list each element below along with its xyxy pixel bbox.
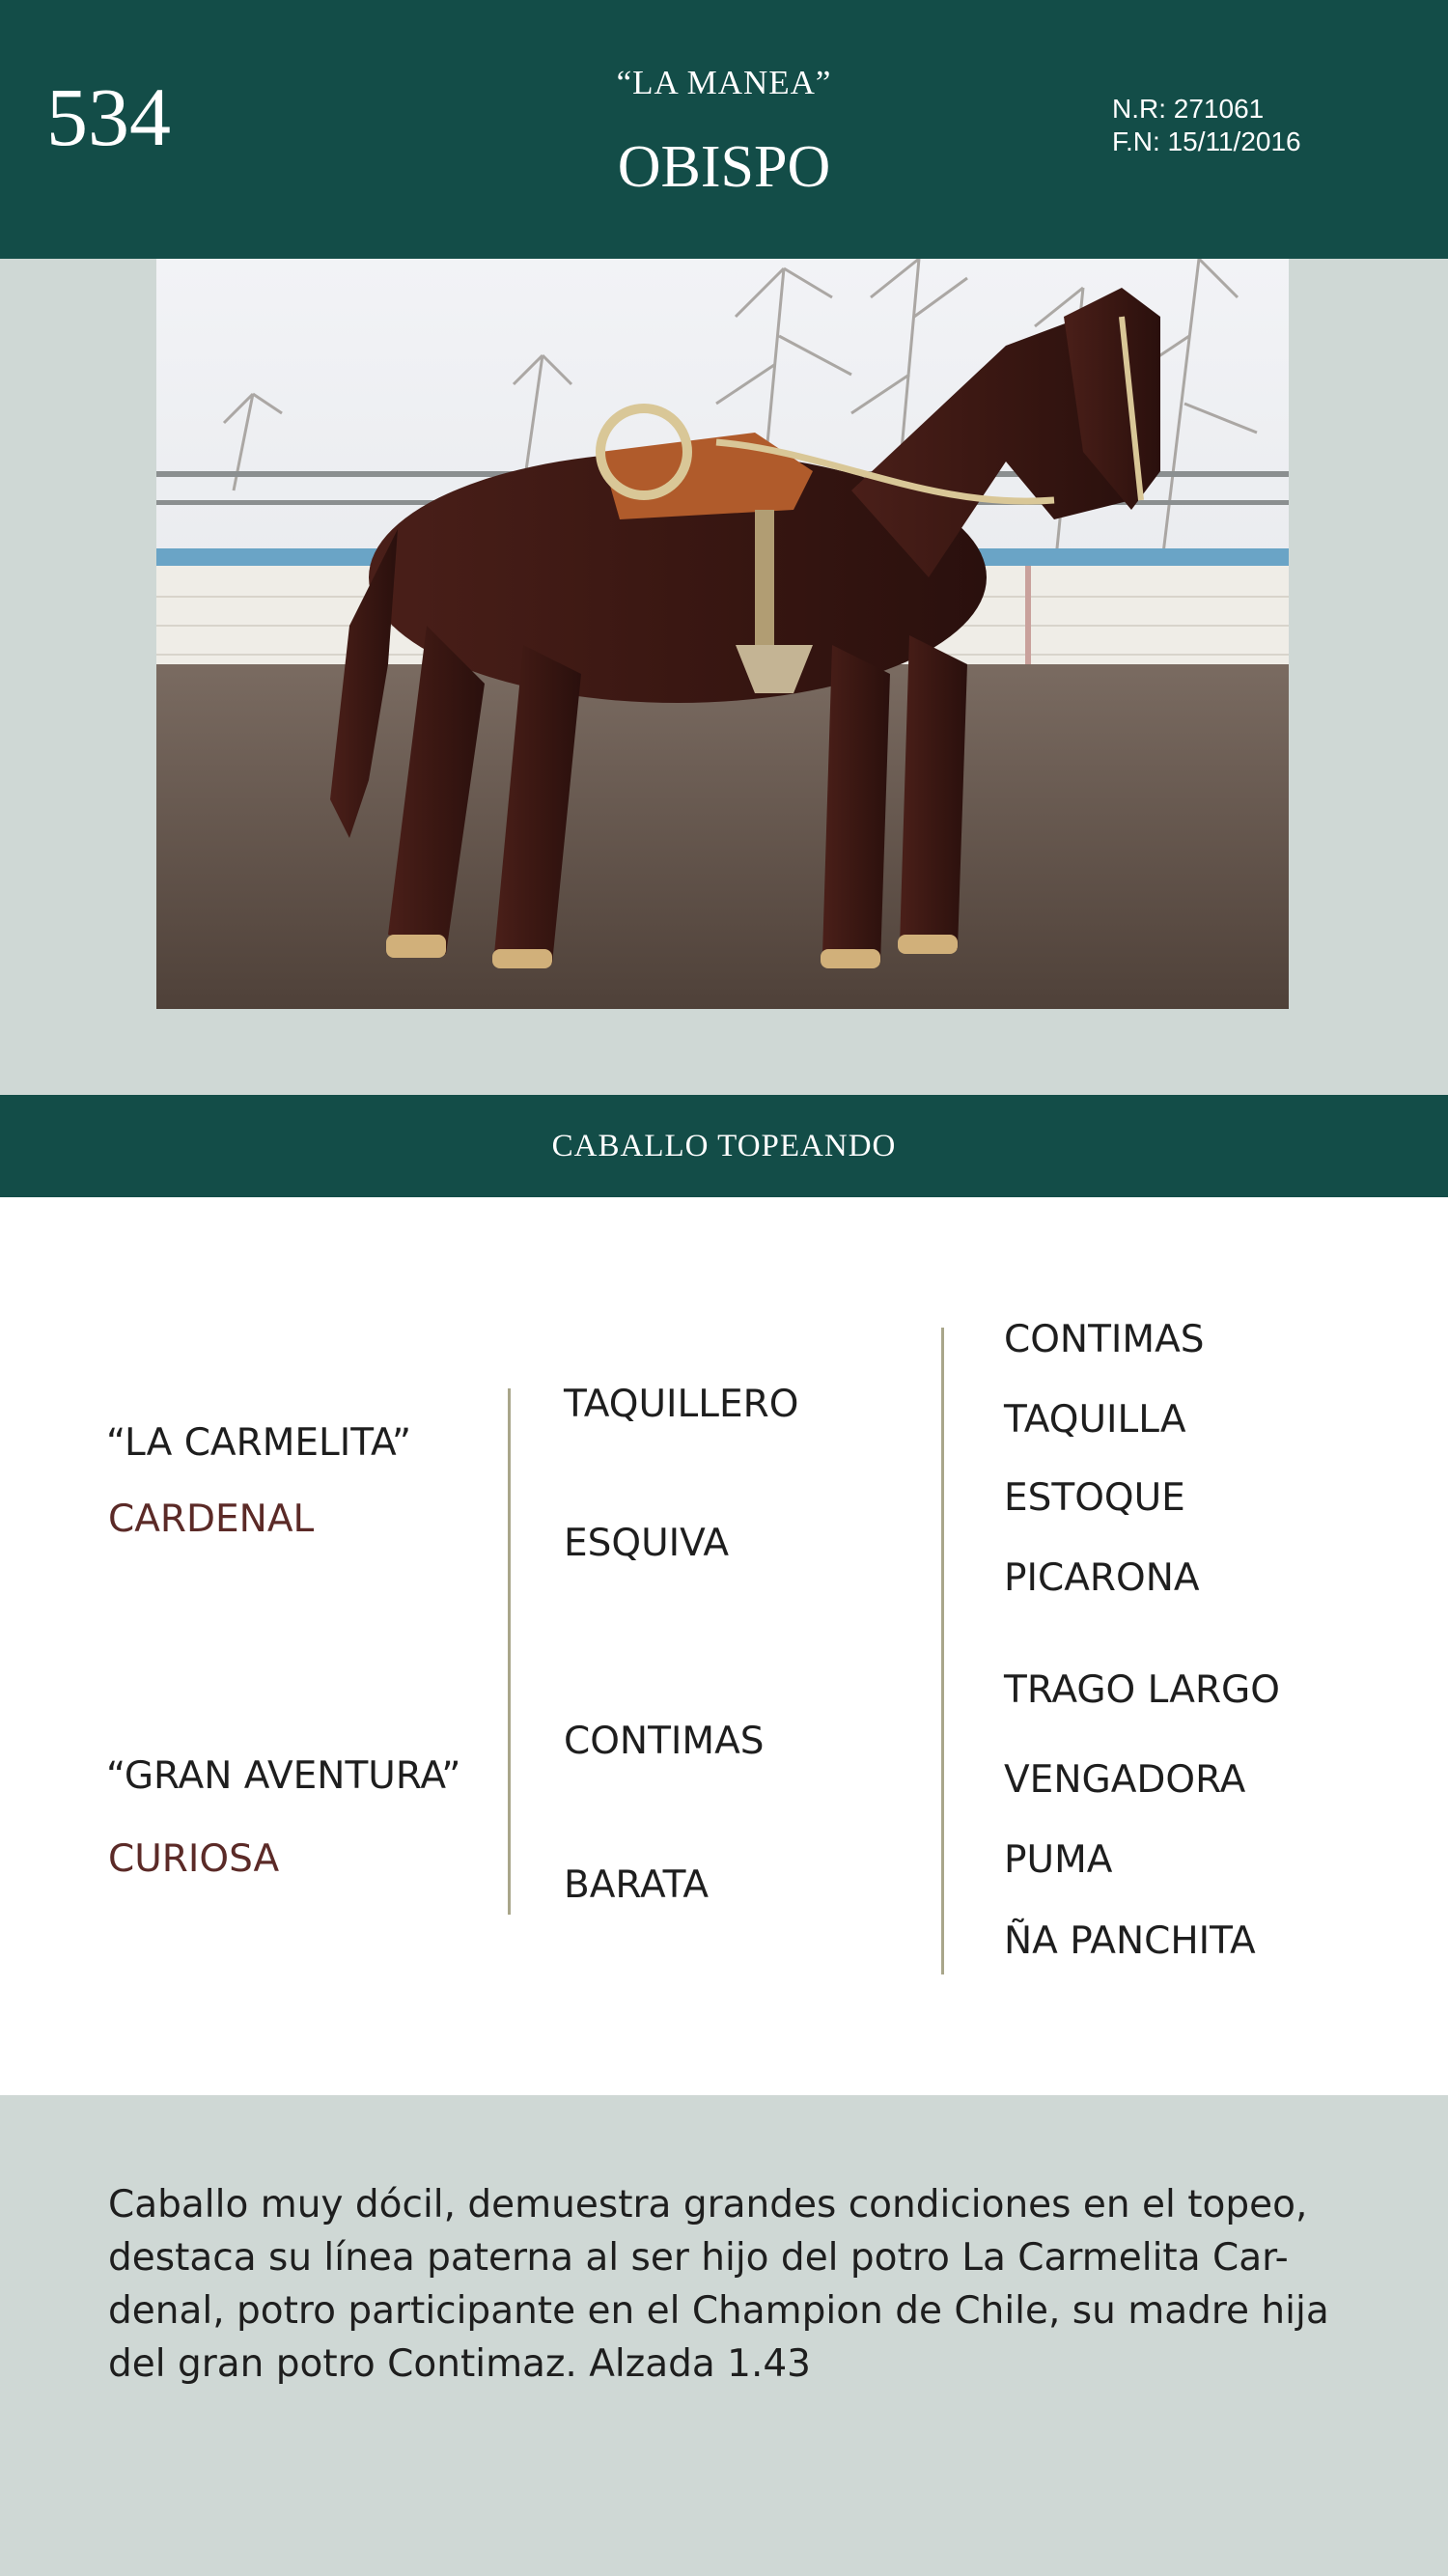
header-band [0, 0, 1448, 259]
registration-number: N.R: 271061 [1112, 94, 1265, 124]
grandparent-2: ESQUIVA [564, 1522, 730, 1565]
grandparent-4: BARATA [564, 1863, 710, 1907]
pedigree-divider-2 [941, 1328, 944, 1974]
lot-number: 534 [46, 70, 171, 163]
horse-origin: “LA MANEA” [616, 64, 832, 101]
great-grandparent-2: TAQUILLA [1004, 1398, 1186, 1442]
caption-text: CABALLO TOPEANDO [551, 1129, 897, 1163]
pedigree-section [0, 1197, 1448, 2095]
pedigree-divider-1 [508, 1388, 511, 1915]
grandparent-3: CONTIMAS [564, 1720, 765, 1763]
birth-date: F.N: 15/11/2016 [1112, 126, 1301, 156]
registration-info [1112, 93, 1301, 158]
horse-description: Caballo muy dócil, demuestra grandes condiciones en el topeo, destaca su línea paterna al ser hijo del potro La Carmelita Car-denal, potro participante en el Champion de Chile, su madre hija del gran potro Contimaz. Alzada 1.43 [108, 2183, 1329, 2386]
great-grandparent-7: PUMA [1004, 1838, 1113, 1882]
great-grandparent-4: PICARONA [1004, 1556, 1200, 1600]
grandparent-1: TAQUILLERO [564, 1383, 799, 1426]
sire-origin: “LA CARMELITA” [106, 1421, 412, 1465]
dam-name: CURIOSA [108, 1837, 280, 1881]
great-grandparent-5: TRAGO LARGO [1004, 1668, 1280, 1712]
great-grandparent-1: CONTIMAS [1004, 1318, 1205, 1361]
photo-band [0, 259, 1448, 1095]
dam-origin: “GRAN AVENTURA” [106, 1754, 461, 1798]
great-grandparent-6: VENGADORA [1004, 1758, 1246, 1802]
description-band [0, 2095, 1448, 2576]
horse-photo [156, 259, 1289, 1009]
horse-photo-illustration [156, 259, 1289, 1009]
horse-name: OBISPO [617, 134, 831, 200]
caption-band [0, 1095, 1448, 1197]
great-grandparent-3: ESTOQUE [1004, 1476, 1185, 1520]
great-grandparent-8: ÑA PANCHITA [1004, 1919, 1256, 1963]
sire-name: CARDENAL [108, 1498, 315, 1541]
